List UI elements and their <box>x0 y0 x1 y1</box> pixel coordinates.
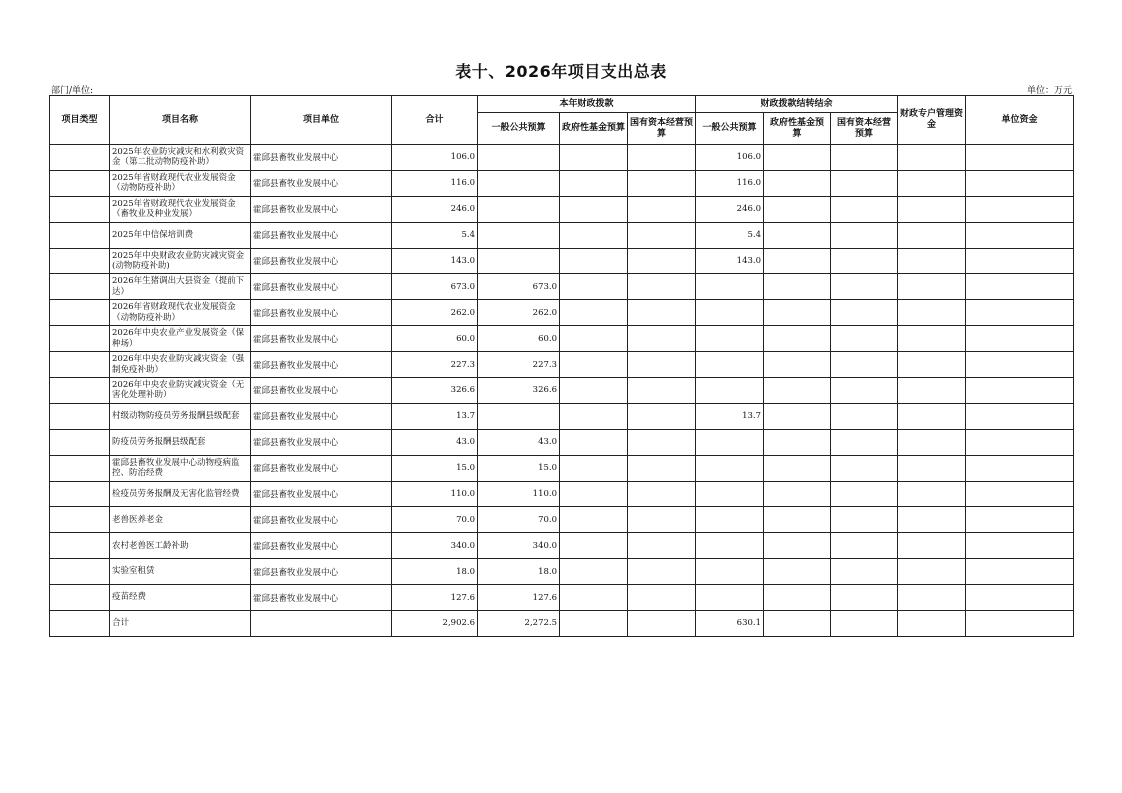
cell-carry-gov-fund-budget <box>764 352 831 378</box>
cell-gov-fund-budget <box>560 378 628 404</box>
cell-total: 326.6 <box>392 378 478 404</box>
cell-total: 2,902.6 <box>392 611 478 637</box>
cell-project-name: 农村老兽医工龄补助 <box>110 533 251 559</box>
cell-project-unit <box>251 611 392 637</box>
cell-carry-general-budget <box>696 300 764 326</box>
cell-project-name: 合计 <box>110 611 251 637</box>
cell-unit-funds <box>966 352 1074 378</box>
cell-project-type <box>50 429 110 455</box>
cell-gov-fund-budget <box>560 481 628 507</box>
cell-project-unit: 霍邱县畜牧业发展中心 <box>251 248 392 274</box>
table-total-row <box>50 611 1074 637</box>
cell-carry-general-budget: 13.7 <box>696 403 764 429</box>
cell-carry-gov-fund-budget <box>764 196 831 222</box>
cell-special-account-funds <box>898 274 966 300</box>
cell-carry-state-capital-budget <box>831 352 898 378</box>
cell-project-type <box>50 352 110 378</box>
cell-state-capital-budget <box>628 300 696 326</box>
cell-project-name: 2026年省财政现代农业发展资金（动物防疫补助） <box>110 300 251 326</box>
cell-gov-fund-budget <box>560 170 628 196</box>
cell-project-unit: 霍邱县畜牧业发展中心 <box>251 352 392 378</box>
cell-state-capital-budget <box>628 585 696 611</box>
cell-carry-gov-fund-budget <box>764 222 831 248</box>
cell-carry-state-capital-budget <box>831 559 898 585</box>
department-label: 部门/单位: <box>51 86 94 96</box>
cell-carry-general-budget <box>696 274 764 300</box>
header-special-account-funds: 财政专户管理资金 <box>898 96 966 145</box>
cell-special-account-funds <box>898 196 966 222</box>
cell-special-account-funds <box>898 248 966 274</box>
cell-special-account-funds <box>898 300 966 326</box>
cell-project-type <box>50 326 110 352</box>
cell-project-unit: 霍邱县畜牧业发展中心 <box>251 429 392 455</box>
cell-project-name: 实验室租赁 <box>110 559 251 585</box>
cell-total: 43.0 <box>392 429 478 455</box>
cell-gov-fund-budget <box>560 300 628 326</box>
table-row <box>50 145 1074 171</box>
header-carry-general-budget: 一般公共预算 <box>696 113 764 145</box>
cell-unit-funds <box>966 429 1074 455</box>
cell-state-capital-budget <box>628 507 696 533</box>
cell-carry-gov-fund-budget <box>764 145 831 171</box>
cell-project-type <box>50 378 110 404</box>
cell-total: 227.3 <box>392 352 478 378</box>
table-body <box>50 145 1074 637</box>
cell-state-capital-budget <box>628 248 696 274</box>
table-row <box>50 585 1074 611</box>
cell-project-name: 2025年中央财政农业防灾减灾资金(动物防疫补助) <box>110 248 251 274</box>
cell-carry-gov-fund-budget <box>764 481 831 507</box>
cell-general-budget: 70.0 <box>478 507 560 533</box>
cell-unit-funds <box>966 455 1074 481</box>
cell-unit-funds <box>966 378 1074 404</box>
cell-state-capital-budget <box>628 326 696 352</box>
cell-total: 143.0 <box>392 248 478 274</box>
cell-total: 127.6 <box>392 585 478 611</box>
cell-state-capital-budget <box>628 481 696 507</box>
cell-project-type <box>50 248 110 274</box>
cell-general-budget: 110.0 <box>478 481 560 507</box>
cell-total: 116.0 <box>392 170 478 196</box>
cell-gov-fund-budget <box>560 274 628 300</box>
header-total: 合计 <box>392 96 478 145</box>
cell-carry-gov-fund-budget <box>764 507 831 533</box>
cell-gov-fund-budget <box>560 585 628 611</box>
cell-carry-general-budget <box>696 429 764 455</box>
cell-unit-funds <box>966 170 1074 196</box>
cell-gov-fund-budget <box>560 455 628 481</box>
cell-gov-fund-budget <box>560 352 628 378</box>
cell-unit-funds <box>966 326 1074 352</box>
cell-carry-state-capital-budget <box>831 248 898 274</box>
table-row <box>50 533 1074 559</box>
cell-state-capital-budget <box>628 145 696 171</box>
cell-general-budget <box>478 222 560 248</box>
cell-carry-state-capital-budget <box>831 403 898 429</box>
cell-carry-state-capital-budget <box>831 585 898 611</box>
cell-state-capital-budget <box>628 352 696 378</box>
cell-carry-general-budget: 630.1 <box>696 611 764 637</box>
table-row <box>50 378 1074 404</box>
cell-carry-state-capital-budget <box>831 533 898 559</box>
cell-total: 13.7 <box>392 403 478 429</box>
cell-general-budget: 18.0 <box>478 559 560 585</box>
cell-gov-fund-budget <box>560 326 628 352</box>
cell-total: 246.0 <box>392 196 478 222</box>
cell-carry-general-budget <box>696 585 764 611</box>
cell-special-account-funds <box>898 429 966 455</box>
cell-carry-general-budget: 106.0 <box>696 145 764 171</box>
project-expenditure-table <box>49 95 1074 637</box>
cell-project-unit: 霍邱县畜牧业发展中心 <box>251 326 392 352</box>
cell-project-name: 老兽医养老金 <box>110 507 251 533</box>
table-row <box>50 326 1074 352</box>
cell-carry-general-budget: 246.0 <box>696 196 764 222</box>
cell-unit-funds <box>966 403 1074 429</box>
table-row <box>50 274 1074 300</box>
table-row <box>50 403 1074 429</box>
cell-carry-gov-fund-budget <box>764 378 831 404</box>
cell-project-type <box>50 196 110 222</box>
cell-unit-funds <box>966 559 1074 585</box>
cell-carry-state-capital-budget <box>831 222 898 248</box>
cell-carry-state-capital-budget <box>831 170 898 196</box>
cell-unit-funds <box>966 611 1074 637</box>
cell-carry-general-budget <box>696 326 764 352</box>
cell-special-account-funds <box>898 170 966 196</box>
cell-special-account-funds <box>898 222 966 248</box>
cell-state-capital-budget <box>628 455 696 481</box>
cell-project-unit: 霍邱县畜牧业发展中心 <box>251 378 392 404</box>
table-row <box>50 481 1074 507</box>
header-carry-over-balance: 财政拨款结转结余 <box>696 96 898 113</box>
cell-project-name: 2026年中央农业产业发展资金（保种场） <box>110 326 251 352</box>
cell-unit-funds <box>966 145 1074 171</box>
table-row <box>50 352 1074 378</box>
cell-special-account-funds <box>898 559 966 585</box>
cell-project-unit: 霍邱县畜牧业发展中心 <box>251 559 392 585</box>
cell-state-capital-budget <box>628 274 696 300</box>
cell-project-name: 霍邱县畜牧业发展中心动物疫病监控、防治经费 <box>110 455 251 481</box>
cell-carry-gov-fund-budget <box>764 248 831 274</box>
header-project-unit: 项目单位 <box>251 96 392 145</box>
cell-unit-funds <box>966 585 1074 611</box>
cell-unit-funds <box>966 481 1074 507</box>
table-header <box>50 96 1074 145</box>
cell-state-capital-budget <box>628 222 696 248</box>
cell-general-budget <box>478 196 560 222</box>
cell-special-account-funds <box>898 611 966 637</box>
cell-project-type <box>50 300 110 326</box>
cell-special-account-funds <box>898 585 966 611</box>
cell-carry-general-budget <box>696 533 764 559</box>
cell-project-name: 2026年生猪调出大县资金（提前下达） <box>110 274 251 300</box>
cell-project-unit: 霍邱县畜牧业发展中心 <box>251 170 392 196</box>
cell-gov-fund-budget <box>560 611 628 637</box>
cell-project-name: 疫苗经费 <box>110 585 251 611</box>
header-unit-funds: 单位资金 <box>966 96 1074 145</box>
cell-carry-state-capital-budget <box>831 274 898 300</box>
cell-project-name: 2025年省财政现代农业发展资金（动物防疫补助） <box>110 170 251 196</box>
cell-project-unit: 霍邱县畜牧业发展中心 <box>251 145 392 171</box>
cell-project-type <box>50 170 110 196</box>
cell-unit-funds <box>966 507 1074 533</box>
table-row <box>50 507 1074 533</box>
cell-carry-state-capital-budget <box>831 507 898 533</box>
table-row <box>50 429 1074 455</box>
header-carry-state-capital-budget: 国有资本经营预算 <box>831 113 898 145</box>
cell-unit-funds <box>966 300 1074 326</box>
cell-carry-general-budget: 143.0 <box>696 248 764 274</box>
cell-project-type <box>50 585 110 611</box>
cell-project-type <box>50 222 110 248</box>
cell-unit-funds <box>966 533 1074 559</box>
cell-general-budget: 2,272.5 <box>478 611 560 637</box>
cell-carry-gov-fund-budget <box>764 455 831 481</box>
cell-gov-fund-budget <box>560 559 628 585</box>
cell-general-budget <box>478 248 560 274</box>
cell-project-unit: 霍邱县畜牧业发展中心 <box>251 533 392 559</box>
header-state-capital-budget: 国有资本经营预算 <box>628 113 696 145</box>
cell-project-unit: 霍邱县畜牧业发展中心 <box>251 274 392 300</box>
cell-unit-funds <box>966 196 1074 222</box>
cell-state-capital-budget <box>628 611 696 637</box>
cell-gov-fund-budget <box>560 507 628 533</box>
header-general-budget: 一般公共预算 <box>478 113 560 145</box>
cell-project-type <box>50 145 110 171</box>
cell-carry-state-capital-budget <box>831 300 898 326</box>
cell-carry-general-budget <box>696 559 764 585</box>
cell-general-budget: 340.0 <box>478 533 560 559</box>
cell-gov-fund-budget <box>560 222 628 248</box>
header-project-name: 项目名称 <box>110 96 251 145</box>
cell-state-capital-budget <box>628 170 696 196</box>
cell-gov-fund-budget <box>560 248 628 274</box>
cell-state-capital-budget <box>628 196 696 222</box>
cell-special-account-funds <box>898 481 966 507</box>
cell-project-name: 2025年农业防灾减灾和水利救灾资金（第二批动物防疫补助） <box>110 145 251 171</box>
cell-carry-gov-fund-budget <box>764 429 831 455</box>
cell-state-capital-budget <box>628 403 696 429</box>
cell-general-budget: 673.0 <box>478 274 560 300</box>
cell-state-capital-budget <box>628 533 696 559</box>
cell-total: 5.4 <box>392 222 478 248</box>
cell-carry-general-budget <box>696 352 764 378</box>
cell-carry-general-budget <box>696 507 764 533</box>
cell-carry-gov-fund-budget <box>764 326 831 352</box>
cell-total: 70.0 <box>392 507 478 533</box>
cell-state-capital-budget <box>628 559 696 585</box>
cell-carry-general-budget <box>696 455 764 481</box>
cell-total: 18.0 <box>392 559 478 585</box>
cell-general-budget: 43.0 <box>478 429 560 455</box>
cell-carry-general-budget: 5.4 <box>696 222 764 248</box>
cell-project-unit: 霍邱县畜牧业发展中心 <box>251 222 392 248</box>
cell-carry-state-capital-budget <box>831 326 898 352</box>
table-row <box>50 196 1074 222</box>
cell-carry-state-capital-budget <box>831 455 898 481</box>
header-current-year-allocation: 本年财政拨款 <box>478 96 696 113</box>
cell-special-account-funds <box>898 455 966 481</box>
cell-special-account-funds <box>898 326 966 352</box>
cell-carry-general-budget <box>696 481 764 507</box>
cell-unit-funds <box>966 274 1074 300</box>
cell-general-budget <box>478 145 560 171</box>
cell-project-name: 2026年中央农业防灾减灾资金（无害化处理补助） <box>110 378 251 404</box>
cell-carry-state-capital-budget <box>831 378 898 404</box>
table-row <box>50 222 1074 248</box>
cell-general-budget <box>478 170 560 196</box>
cell-special-account-funds <box>898 352 966 378</box>
cell-state-capital-budget <box>628 429 696 455</box>
cell-general-budget <box>478 403 560 429</box>
cell-general-budget: 60.0 <box>478 326 560 352</box>
cell-carry-general-budget: 116.0 <box>696 170 764 196</box>
table-row <box>50 300 1074 326</box>
cell-total: 15.0 <box>392 455 478 481</box>
cell-carry-gov-fund-budget <box>764 611 831 637</box>
cell-project-type <box>50 507 110 533</box>
cell-carry-state-capital-budget <box>831 611 898 637</box>
cell-general-budget: 326.6 <box>478 378 560 404</box>
cell-project-type <box>50 611 110 637</box>
cell-state-capital-budget <box>628 378 696 404</box>
cell-special-account-funds <box>898 145 966 171</box>
header-gov-fund-budget: 政府性基金预算 <box>560 113 628 145</box>
cell-carry-state-capital-budget <box>831 196 898 222</box>
cell-carry-gov-fund-budget <box>764 533 831 559</box>
cell-gov-fund-budget <box>560 403 628 429</box>
cell-project-type <box>50 481 110 507</box>
page-title: 表十、2026年项目支出总表 <box>455 62 667 81</box>
cell-project-unit: 霍邱县畜牧业发展中心 <box>251 481 392 507</box>
table-row <box>50 170 1074 196</box>
table-row <box>50 455 1074 481</box>
cell-gov-fund-budget <box>560 196 628 222</box>
cell-project-name: 2025年中信保培训费 <box>110 222 251 248</box>
cell-project-unit: 霍邱县畜牧业发展中心 <box>251 455 392 481</box>
cell-carry-gov-fund-budget <box>764 403 831 429</box>
cell-project-name: 检疫员劳务报酬及无害化监管经费 <box>110 481 251 507</box>
cell-general-budget: 127.6 <box>478 585 560 611</box>
cell-gov-fund-budget <box>560 533 628 559</box>
cell-general-budget: 262.0 <box>478 300 560 326</box>
cell-project-type <box>50 559 110 585</box>
header-carry-gov-fund-budget: 政府性基金预算 <box>764 113 831 145</box>
cell-general-budget: 15.0 <box>478 455 560 481</box>
cell-project-type <box>50 403 110 429</box>
cell-total: 262.0 <box>392 300 478 326</box>
cell-project-name: 2025年省财政现代农业发展资金（畜牧业及种业发展） <box>110 196 251 222</box>
cell-carry-state-capital-budget <box>831 145 898 171</box>
cell-carry-general-budget <box>696 378 764 404</box>
cell-carry-gov-fund-budget <box>764 559 831 585</box>
cell-carry-gov-fund-budget <box>764 300 831 326</box>
cell-total: 673.0 <box>392 274 478 300</box>
cell-carry-state-capital-budget <box>831 481 898 507</box>
cell-project-name: 2026年中央农业防灾减灾资金（强制免疫补助） <box>110 352 251 378</box>
cell-total: 60.0 <box>392 326 478 352</box>
cell-project-name: 村级动物防疫员劳务报酬县级配套 <box>110 403 251 429</box>
table-row <box>50 248 1074 274</box>
cell-total: 106.0 <box>392 145 478 171</box>
cell-project-type <box>50 274 110 300</box>
cell-special-account-funds <box>898 403 966 429</box>
cell-project-unit: 霍邱县畜牧业发展中心 <box>251 585 392 611</box>
cell-project-unit: 霍邱县畜牧业发展中心 <box>251 300 392 326</box>
cell-unit-funds <box>966 248 1074 274</box>
table-row <box>50 559 1074 585</box>
cell-project-type <box>50 533 110 559</box>
cell-project-unit: 霍邱县畜牧业发展中心 <box>251 196 392 222</box>
cell-project-unit: 霍邱县畜牧业发展中心 <box>251 403 392 429</box>
cell-total: 340.0 <box>392 533 478 559</box>
cell-project-name: 防疫员劳务报酬县级配套 <box>110 429 251 455</box>
cell-special-account-funds <box>898 378 966 404</box>
cell-gov-fund-budget <box>560 145 628 171</box>
cell-general-budget: 227.3 <box>478 352 560 378</box>
cell-total: 110.0 <box>392 481 478 507</box>
cell-special-account-funds <box>898 533 966 559</box>
header-project-type: 项目类型 <box>50 96 110 145</box>
cell-carry-gov-fund-budget <box>764 170 831 196</box>
cell-carry-state-capital-budget <box>831 429 898 455</box>
cell-project-type <box>50 455 110 481</box>
currency-unit-label: 单位：万元 <box>1026 86 1072 96</box>
cell-special-account-funds <box>898 507 966 533</box>
cell-gov-fund-budget <box>560 429 628 455</box>
cell-project-unit: 霍邱县畜牧业发展中心 <box>251 507 392 533</box>
cell-carry-gov-fund-budget <box>764 274 831 300</box>
cell-unit-funds <box>966 222 1074 248</box>
cell-carry-gov-fund-budget <box>764 585 831 611</box>
